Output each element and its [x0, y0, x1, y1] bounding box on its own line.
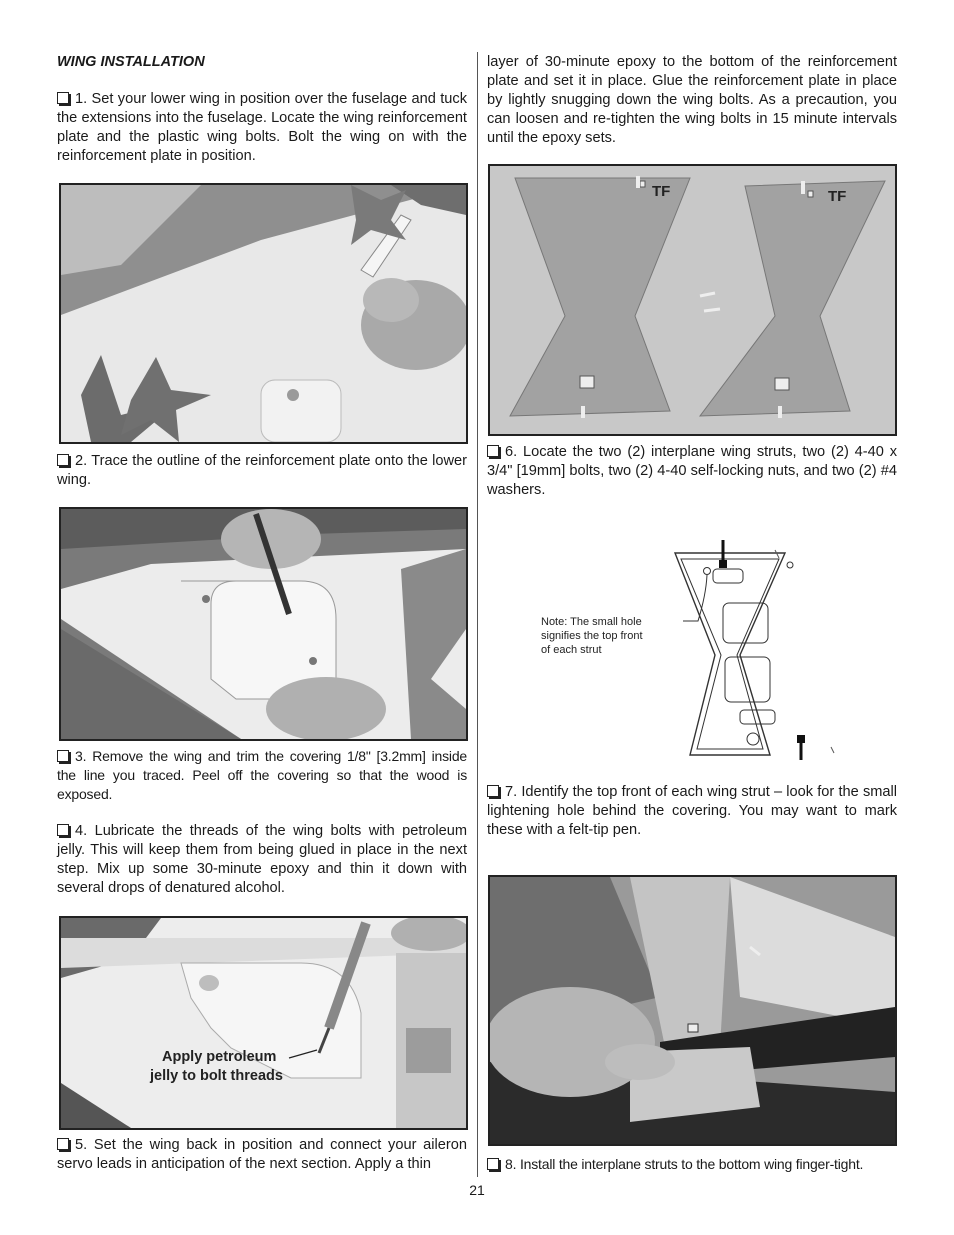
step-3	[57, 747, 467, 804]
diagram-note	[541, 615, 643, 657]
step-4-text: 4. Lubricate the threads of the wing bolts with petroleum jelly. This will keep them from being glued in place in the next step. Mix up some 30-minute epoxy and thin it down with several drops of denatured alcohol.	[57, 823, 467, 896]
step-7-text: 7. Identify the top front of each wing strut – look for the small lightening hole behind the covering. You may want to mark these with a felt-tip pen.	[487, 784, 897, 838]
step-5	[57, 1136, 467, 1174]
page-number: 21	[469, 1182, 485, 1198]
photo-wing-bolting	[59, 183, 468, 444]
step-1	[57, 90, 467, 166]
checkbox-icon[interactable]	[57, 750, 69, 762]
checkbox-icon[interactable]	[487, 785, 499, 797]
strut-tag-right: TF	[828, 188, 847, 205]
photo-trace-outline	[59, 507, 468, 741]
checkbox-icon[interactable]	[57, 92, 69, 104]
diagram-note-line-3: of each strut	[541, 644, 602, 656]
step-3-text: 3. Remove the wing and trim the covering 1/8" [3.2mm] inside the line you traced. Peel off the covering so that the wood is exposed.	[57, 748, 467, 802]
checkbox-icon[interactable]	[57, 824, 69, 836]
step-6-text: 6. Locate the two (2) interplane wing struts, two (2) 4-40 x 3/4" [19mm] bolts, two (2) 4-40 self-locking nuts, and two (2) #4 washers.	[487, 444, 897, 498]
step-8	[487, 1155, 897, 1174]
strut-tag-left: TF	[652, 183, 671, 200]
step-7	[487, 783, 897, 840]
photo-install-struts	[488, 875, 897, 1146]
step-5-continued	[487, 53, 897, 148]
step-2	[57, 452, 467, 490]
step-1-text: 1. Set your lower wing in position over the fuselage and tuck the extensions into the fuselage. Locate the wing reinforcement plate and the plastic wing bolts. Bolt the wing on with the reinforcement plate in position.	[57, 91, 467, 164]
step-5-text-part-2: layer of 30-minute epoxy to the bottom of the reinforcement plate and set it in place. Glue the reinforcement plate in place by lightly snugging down the wing bolts. As a precaution, you can loosen and re-tighten the wing bolts in 15 minute intervals until the epoxy sets.	[487, 54, 897, 146]
section-title: WING INSTALLATION	[57, 54, 205, 70]
photo-petroleum-jelly	[59, 916, 468, 1130]
diagram-note-line-1: Note: The small hole	[541, 616, 642, 628]
step-5-text-part-1: 5. Set the wing back in position and connect your aileron servo leads in anticipation of the next section. Apply a thin	[57, 1137, 467, 1172]
checkbox-icon[interactable]	[487, 1158, 499, 1170]
photo-label-line-1: Apply petroleum	[162, 1049, 277, 1065]
checkbox-icon[interactable]	[57, 454, 69, 466]
photo-label-line-2: jelly to bolt threads	[150, 1068, 283, 1084]
photo-wing-struts	[488, 164, 897, 436]
step-2-text: 2. Trace the outline of the reinforcement plate onto the lower wing.	[57, 453, 467, 488]
step-8-text: 8. Install the interplane struts to the bottom wing finger-tight.	[505, 1156, 864, 1172]
step-6	[487, 443, 897, 500]
step-4	[57, 822, 467, 898]
diagram-note-line-2: signifies the top front	[541, 630, 643, 642]
photo-label-petroleum	[150, 1048, 283, 1086]
checkbox-icon[interactable]	[57, 1138, 69, 1150]
checkbox-icon[interactable]	[487, 445, 499, 457]
column-divider	[477, 52, 478, 1177]
